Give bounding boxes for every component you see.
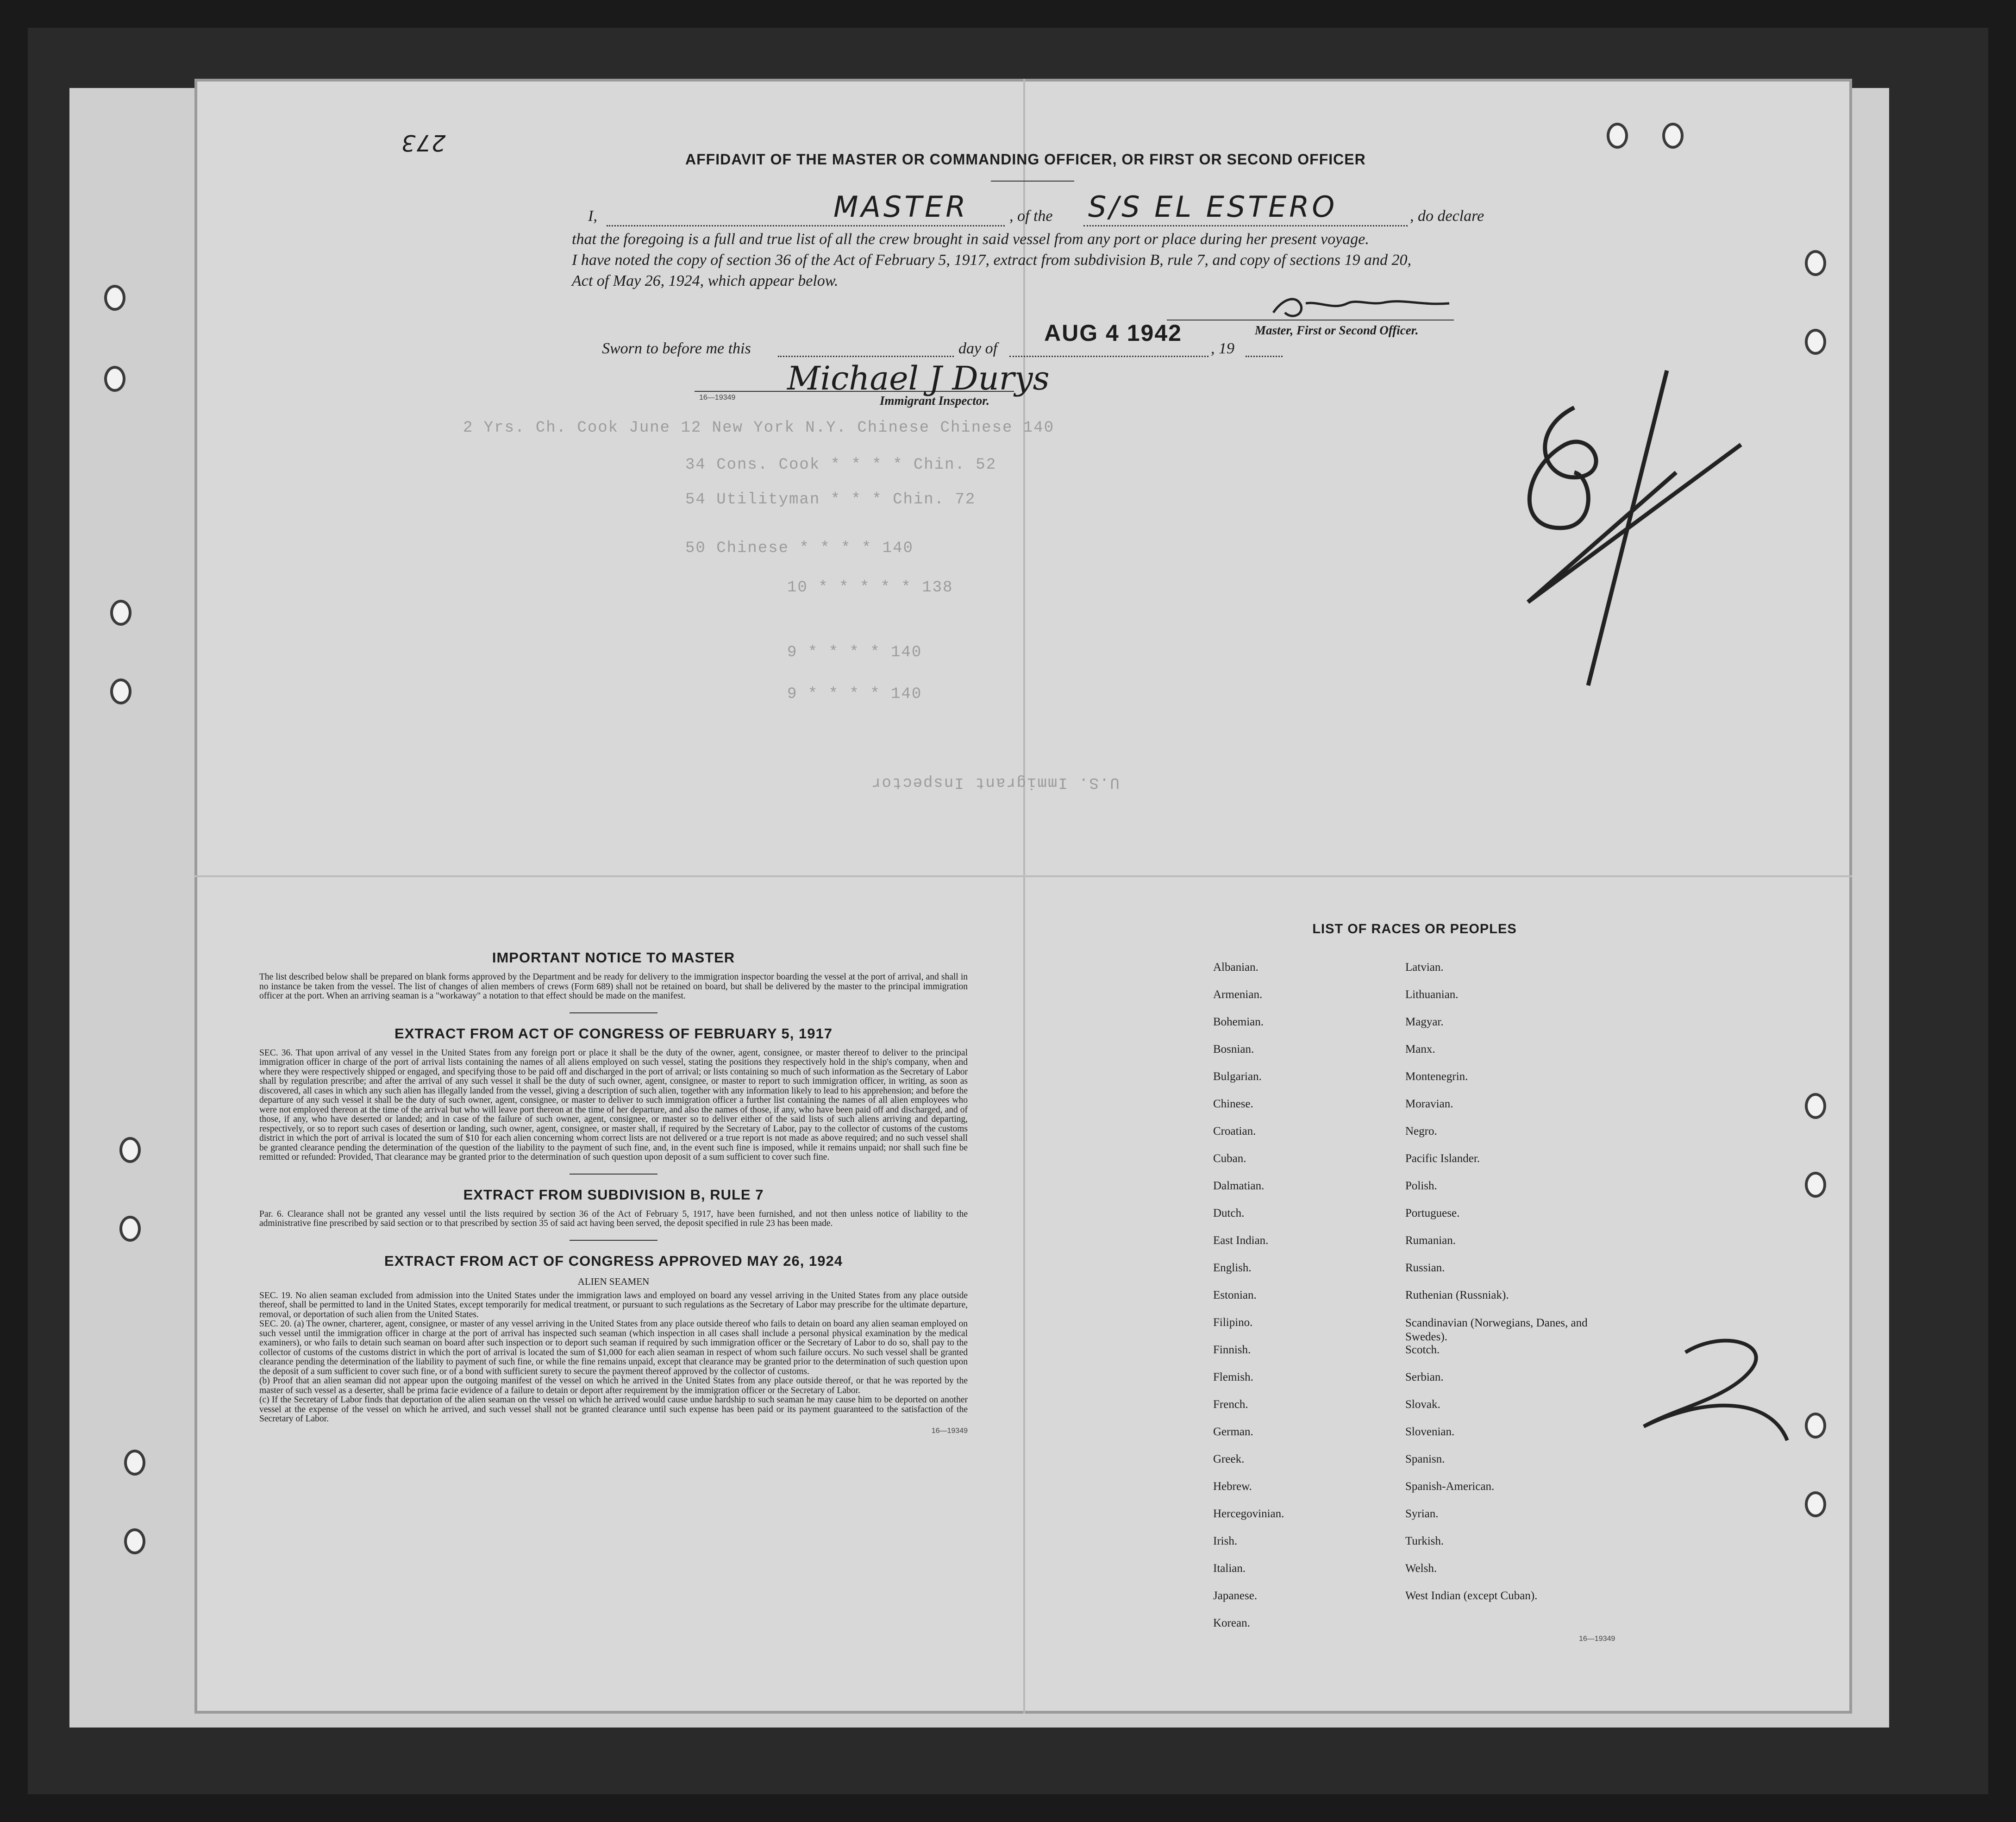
notice-body: The list described below shall be prepared on blank forms approved by the Department and be ready for delivery to the immigration inspector boarding the vessel at the port of arrival, and shall in no instance be taken from the vessel. The list of changes of alien members of crews (Form 689) shall not be retained on board, but shall be delivered by the master to the principal immigration officer at the port. When an arriving seaman is a "workaway" a notation to that effect should be made on the manifest. — [259, 972, 968, 1001]
race-item: Portuguese. — [1405, 1207, 1460, 1219]
vertical-fold — [1023, 79, 1025, 1714]
race-item: Korean. — [1213, 1617, 1250, 1629]
section-divider — [570, 1174, 657, 1175]
race-item: Filipino. — [1213, 1316, 1253, 1329]
affidavit-line4: Act of May 26, 1924, which appear below. — [572, 272, 839, 289]
affidavit-line1-middle: , of the — [1009, 207, 1053, 225]
extract-1924-sec20c: (c) If the Secretary of Labor finds that deportation of the alien seaman on the vessel on which he arrived would cause undue hardship to such seaman he may cause him to be deported on another vessel at the expense of the vessel on which he arrived, and such vessel shall not be granted clearance until such expense has been paid or its payment guaranteed to the satisfaction of the Secretary of Labor. — [259, 1395, 968, 1424]
races-list — [1213, 922, 1616, 1652]
binder-hole — [110, 679, 131, 704]
race-item: Italian. — [1213, 1562, 1246, 1575]
race-item: Hebrew. — [1213, 1480, 1252, 1493]
extract-1924-sec20a: SEC. 20. (a) The owner, charterer, agent, consignee, or master of any vessel arriving in the United States from any place outside thereof who fails to detain on board any alien seaman employed on such vessel until the immigration officer in charge at the port of arrival has inspected such seaman (which inspection in all cases shall include a personal physical examination by the medical examiners), or who fails to detain such seaman on board after such inspection or to deport such seaman if required by such immigration officer or the Secretary of Labor to do so, shall pay to the collector of customs of the customs district in which the port of arrival is located the sum of $1,000 for each alien seaman in respect of whom such failure occurs. No such vessel shall be granted clearance pending the determination of the liability to payment of such fine, or while the fine remains unpaid, except that clearance may be granted prior to the determination of such question upon the deposit of a sum sufficient to cover such fine, or of a bond with sufficient surety to secure the payment thereof approved by the collector of customs. — [259, 1319, 968, 1376]
race-item: Bosnian. — [1213, 1043, 1254, 1056]
binder-hole — [104, 285, 125, 311]
section-divider — [570, 1240, 657, 1241]
affidavit-title: AFFIDAVIT OF THE MASTER OR COMMANDING OFFICER, OR FIRST OR SECOND OFFICER — [685, 151, 1366, 168]
race-item: Spanisn. — [1405, 1453, 1445, 1465]
race-item: Croatian. — [1213, 1125, 1256, 1137]
race-item: Bohemian. — [1213, 1016, 1264, 1028]
race-item: Manx. — [1405, 1043, 1435, 1056]
master-label: Master, First or Second Officer. — [1255, 323, 1419, 337]
race-item: Serbian. — [1405, 1371, 1444, 1383]
bleed-through-line: 54 Utilityman * * * Chin. 72 — [685, 491, 976, 509]
races-left-column — [1213, 961, 1405, 1644]
race-item: Slovenian. — [1405, 1426, 1455, 1438]
race-item: Polish. — [1405, 1180, 1437, 1192]
binder-hole — [124, 1450, 145, 1476]
extract-1924-title: EXTRACT FROM ACT OF CONGRESS APPROVED MAY 26, 1924 — [384, 1252, 843, 1269]
race-item: West Indian (except Cuban). — [1405, 1590, 1538, 1602]
bleed-through-line: U.S. Immigrant Inspector — [870, 773, 1120, 791]
vessel-name: S/S EL ESTERO — [1088, 190, 1338, 224]
sworn-year-blank — [1246, 356, 1283, 357]
race-item: Rumanian. — [1405, 1234, 1456, 1247]
race-item: East Indian. — [1213, 1234, 1269, 1247]
binder-hole — [1662, 123, 1684, 149]
race-item: Negro. — [1405, 1125, 1437, 1137]
notice-block — [259, 949, 968, 1435]
extract-1917-body: SEC. 36. That upon arrival of any vessel in the United States from any foreign port or place it shall be the duty of the owner, agent, consignee, or master thereof to deliver to the principal immigration officer in charge of the port of arrival lists containing the names of all aliens employed on such vessel, stating the positions they respectively hold in the ship's company, when and where they were respectively shipped or engaged, and specifying those to be paid off and discharged in the port of arrival; or lists containing so much of such information as the Secretary of Labor shall by regulation prescribe; and after the arrival of any such vessel it shall be the duty of such owner, agent, consignee, or master to report to such immigration officer, in writing, as soon as discovered, all cases in which any such alien has illegally landed from the vessel, giving a description of such alien, together with any information likely to lead to his apprehension; and before the departure of any such vessel it shall be the duty of such owner, agent, consignee, or master to deliver to such immigration officer a further list containing the names of all alien employees who were not employed thereon at the time of the arrival but who will leave port thereon at the time of her departure, and also the names of those, if any, who have been paid off and discharged, and of those, if any, who have deserted or landed; and in case of the failure of such owner, agent, consignee, or master so to deliver either of the said lists of such aliens arriving and departing, respectively, or so to report such cases of desertion or landing, such owner, agent, consignee, or master shall, if required by the Secretary of Labor, pay to the collector of customs of the customs district in which the port of arrival is located the sum of $10 for each alien concerning whom correct lists are not delivered or a true report is not made as above required; and no such vessel shall be granted clearance pending the determination of the question of the liability to the payment of such fine, and, in the event such fine is imposed, while it remains unpaid; nor shall such fine be remitted or refunded: Provided, That clearance may be granted prior to the determination of such question upon deposit of a sum sufficient to cover such fine. — [259, 1048, 968, 1162]
page-number: 273 — [401, 130, 446, 156]
binder-hole — [1805, 329, 1826, 355]
race-item: Scotch. — [1405, 1344, 1440, 1356]
binder-hole — [110, 600, 131, 626]
notice-title: IMPORTANT NOTICE TO MASTER — [492, 949, 735, 966]
handwritten-side-mark — [1630, 1329, 1797, 1450]
binder-hole — [1805, 1093, 1826, 1119]
affidavit-line3: I have noted the copy of section 36 of the Act of February 5, 1917, extract from subdivision B, rule 7, and copy of sections 19 and 20, — [572, 251, 1412, 269]
race-item: Turkish. — [1405, 1535, 1444, 1547]
bleed-through-line: 34 Cons. Cook * * * * Chin. 52 — [685, 456, 997, 474]
bleed-through-line: 10 * * * * * 138 — [787, 579, 953, 597]
race-item: Bulgarian. — [1213, 1070, 1262, 1083]
race-item: Welsh. — [1405, 1562, 1437, 1575]
race-item: Greek. — [1213, 1453, 1245, 1465]
race-item: Spanish-American. — [1405, 1480, 1495, 1493]
binder-hole — [1805, 1172, 1826, 1198]
race-item: Moravian. — [1405, 1098, 1453, 1110]
race-item: Montenegrin. — [1405, 1070, 1468, 1083]
extract-1924-subtitle: ALIEN SEAMEN — [577, 1275, 650, 1287]
race-item: Cuban. — [1213, 1152, 1246, 1165]
extract-1924-sec19: SEC. 19. No alien seaman excluded from admission into the United States under the immigration laws and employed on board any vessel arriving in the United States from any place outside thereof, shall be permitted to land in the United States, except temporarily for medical treatment, or pursuant to such regulations as the Secretary of Labor may prescribe for the ultimate departure, removal, or deportation of such alien from the United States. — [259, 1290, 968, 1319]
race-item: Slovak. — [1405, 1398, 1440, 1411]
binder-hole — [1805, 1491, 1826, 1517]
race-item: Pacific Islander. — [1405, 1152, 1480, 1165]
bleed-through-line: 50 Chinese * * * * 140 — [685, 540, 914, 557]
race-item: Japanese. — [1213, 1590, 1258, 1602]
inspector-signature: Michael J Durys — [787, 359, 1050, 397]
affidavit-line1-prefix: I, — [588, 207, 597, 225]
binder-hole — [104, 366, 125, 392]
race-item: Dalmatian. — [1213, 1180, 1265, 1192]
horizontal-fold — [194, 875, 1852, 877]
binder-hole — [1607, 123, 1628, 149]
binder-hole — [119, 1216, 141, 1242]
affidavit-line1-suffix: , do declare — [1410, 207, 1484, 225]
race-item: Estonian. — [1213, 1289, 1257, 1301]
races-form-code: 16—19349 — [1579, 1635, 1615, 1643]
vessel-name-blank — [1083, 225, 1408, 226]
bleed-through-line: 9 * * * * 140 — [787, 685, 922, 703]
race-item: Finnish. — [1213, 1344, 1251, 1356]
extract-rule7-body: Par. 6. Clearance shall not be granted any vessel until the lists required by section 36 of the Act of February 5, 1917, have been furnished, and not then unless notice of liability to the administrative fine prescribed by said section or to that prescribed by section 35 of said act having been served, the deposit specified in rule 23 has been made. — [259, 1209, 968, 1228]
sworn-day-blank — [778, 356, 954, 357]
bleed-through-line: 9 * * * * 140 — [787, 644, 922, 661]
races-right-column — [1405, 961, 1597, 1644]
sworn-day-of: day of — [958, 340, 998, 357]
section-divider — [570, 1012, 657, 1013]
extract-1924-sec20b: (b) Proof that an alien seaman did not appear upon the outgoing manifest of the vessel on which he arrived in the United States from any place outside thereof, or that he was reported by the master of such vessel as a deserter, shall be prima facie evidence of a failure to detain or deport after requirement by the immigration officer or the Secretary of Labor. — [259, 1376, 968, 1395]
race-item: Latvian. — [1405, 961, 1444, 974]
race-item: Magyar. — [1405, 1016, 1444, 1028]
binder-hole — [119, 1137, 141, 1163]
officer-rank: MASTER — [833, 190, 969, 224]
handwritten-number-mark — [1472, 361, 1773, 695]
sworn-month-blank — [1009, 356, 1208, 357]
binder-hole — [1805, 1413, 1826, 1439]
race-item: Lithuanian. — [1405, 988, 1459, 1001]
race-item: Hercegovinian. — [1213, 1508, 1284, 1520]
officer-rank-blank — [607, 225, 1005, 226]
races-title: LIST OF RACES OR PEOPLES — [1312, 922, 1517, 936]
inspector-label: Immigrant Inspector. — [880, 394, 990, 408]
race-item: Flemish. — [1213, 1371, 1253, 1383]
extract-rule7-title: EXTRACT FROM SUBDIVISION B, RULE 7 — [463, 1186, 764, 1203]
race-item: Armenian. — [1213, 988, 1263, 1001]
extract-form-code: 16—19349 — [931, 1426, 968, 1435]
date-stamp: AUG 4 1942 — [1044, 320, 1182, 346]
title-rule — [991, 181, 1074, 182]
race-item: Scandinavian (Norwegians, Danes, and Swedes). — [1405, 1317, 1588, 1343]
race-item: French. — [1213, 1398, 1248, 1411]
sworn-year: , 19 — [1211, 340, 1234, 357]
race-item: Chinese. — [1213, 1098, 1253, 1110]
sworn-prefix: Sworn to before me this — [602, 340, 751, 357]
race-item: Dutch. — [1213, 1207, 1245, 1219]
binder-hole — [1805, 250, 1826, 276]
binder-hole — [124, 1528, 145, 1554]
race-item: Russian. — [1405, 1262, 1445, 1274]
handwritten-side-text — [1667, 1352, 1670, 1353]
race-item: Ruthenian (Russniak). — [1405, 1289, 1509, 1301]
extract-1917-title: EXTRACT FROM ACT OF CONGRESS OF FEBRUARY 5, 1917 — [394, 1025, 833, 1042]
form-code: 16—19349 — [699, 394, 736, 402]
race-item: English. — [1213, 1262, 1252, 1274]
bleed-through-line: 2 Yrs. Ch. Cook June 12 New York N.Y. Chinese Chinese 140 — [463, 419, 1054, 437]
race-item: Irish. — [1213, 1535, 1238, 1547]
race-item: German. — [1213, 1426, 1253, 1438]
race-item: Syrian. — [1405, 1508, 1439, 1520]
race-item: Albanian. — [1213, 961, 1258, 974]
affidavit-line2: that the foregoing is a full and true list of all the crew brought in said vessel from any port or place during her present voyage. — [572, 231, 1369, 248]
